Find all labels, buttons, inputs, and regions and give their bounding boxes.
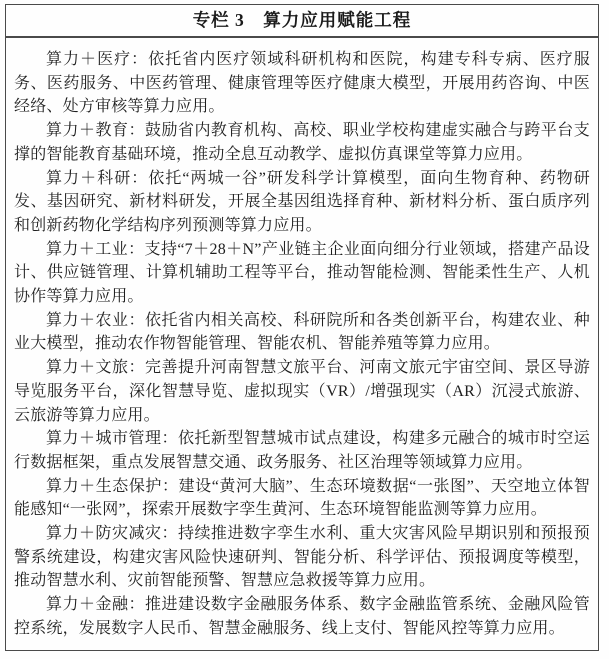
paragraph-computing-city-management: 算力＋城市管理：依托新型智慧城市试点建设，构建多元融合的城市时空运行数据框架，重点发展智慧交通、政务服务、社区治理等领域算力应用。: [14, 430, 590, 471]
paragraph-computing-medical: 算力＋医疗：依托省内医疗领域科研机构和医院，构建专科专病、医疗服务、医药服务、中医药管理、健康管理等医疗健康大模型，开展用药咨询、中医经络、处方审核等算力应用。: [14, 51, 590, 116]
paragraph-computing-ecology: 算力＋生态保护：建设“黄河大脑”、生态环境数据“一张图”、天空地立体智能感知“一张网”，探索开展数字孪生黄河、生态环境智能监测等算力应用。: [14, 477, 590, 519]
paragraph-computing-industry: 算力＋工业：支持“7＋28＋N”产业链主企业面向细分行业领域，搭建产品设计、供应链管理、计算机辅助工程等平台，推动智能检测、智能柔性生产、人机协作等算力应用。: [14, 240, 590, 306]
paragraph-computing-agriculture: 算力＋农业：依托省内相关高校、科研院所和各类创新平台，构建农业、种业大模型，推动农作物智能管理、智能农机、智能养殖等算力应用。: [14, 311, 590, 353]
paragraph-computing-research: 算力＋科研：依托“两城一谷”研发科学计算模型，面向生物育种、药物研发、基因研究、新材料研发，开展全基因组选择育种、新材料分析、蛋白质序列和创新药物化学结构序列预测等算力应用。: [14, 169, 590, 234]
paragraph-computing-culture-tourism: 算力＋文旅：完善提升河南智慧文旅平台、河南文旅元宇宙空间、景区导游导览服务平台，深化智慧导览、虚拟现实（VR）/增强现实（AR）沉浸式旅游、云旅游等算力应用。: [14, 359, 590, 424]
column-title: 专栏 3 算力应用赋能工程: [6, 5, 598, 38]
paragraph-computing-finance: 算力＋金融：推进建设数字金融服务体系、数字金融监管系统、金融风险管控系统，发展数字人民币、智慧金融服务、线上支付、智能风控等算力应用。: [14, 596, 590, 637]
paragraph-computing-disaster-prevention: 算力＋防灾减灾：持续推进数字孪生水利、重大灾害风险早期识别和预报预警系统建设，构建灾害风险快速研判、智能分析、科学评估、预报调度等模型，推动智慧水利、灾前智能预警、智慧应急救援等算力应用。: [14, 525, 590, 590]
column-body: [6, 38, 598, 649]
column-box: [5, 4, 599, 651]
paragraph-computing-education: 算力＋教育：鼓励省内教育机构、高校、职业学校构建虚实融合与跨平台支撑的智能教育基础环境，推动全息互动教学、虚拟仿真课堂等算力应用。: [14, 122, 590, 163]
